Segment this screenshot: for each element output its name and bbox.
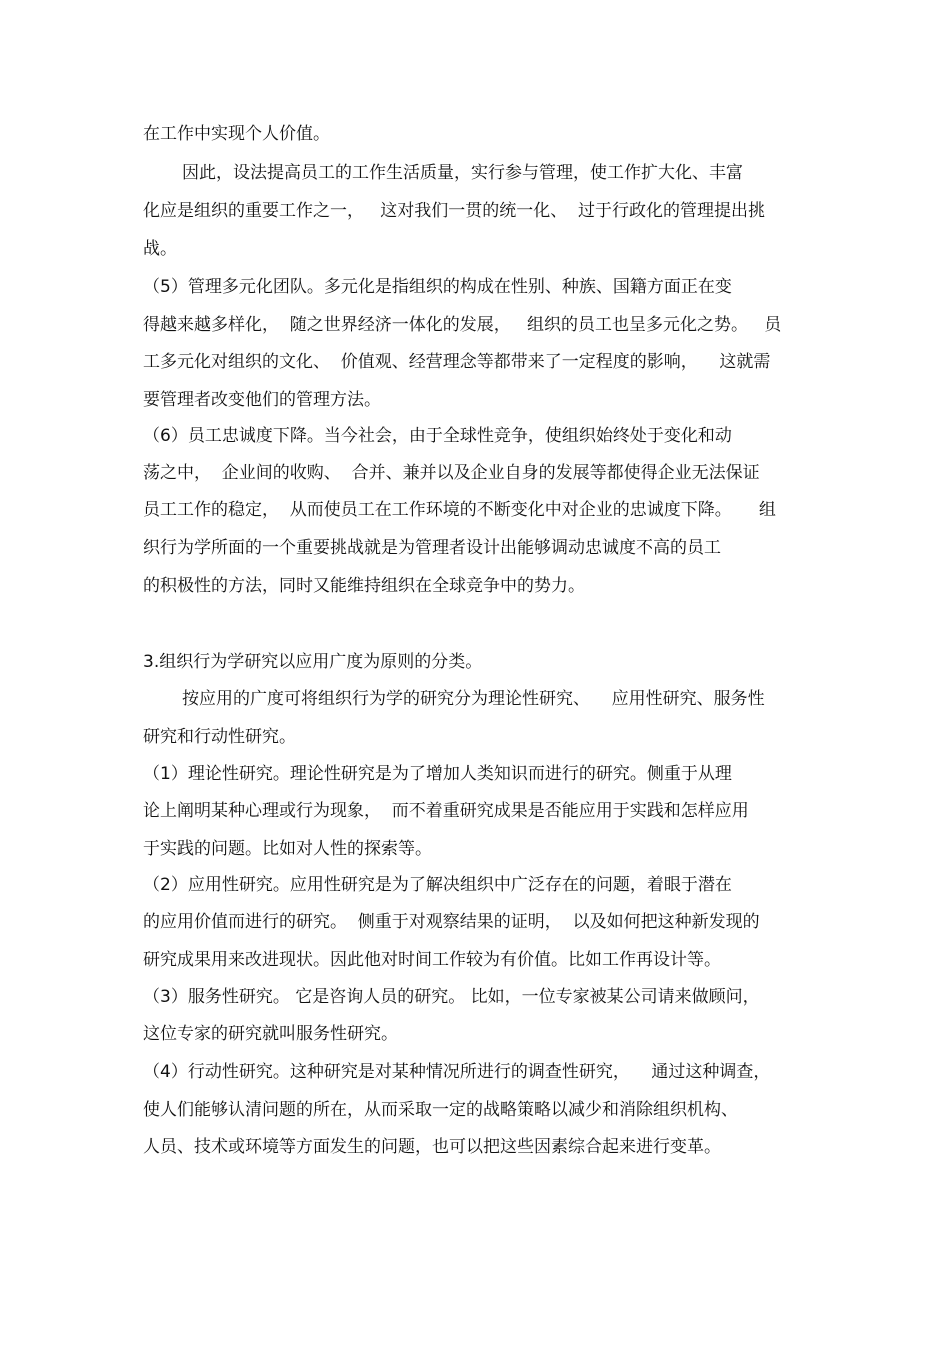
text-line: 在工作中实现个人价值。 [143, 124, 330, 144]
section-heading: 3.组织行为学研究以应用广度为原则的分类。 [143, 652, 483, 672]
text-line: 化应是组织的重要工作之一， 这对我们一贯的统一化、 过于行政化的管理提出挑 [143, 201, 766, 221]
text-line: 研究和行动性研究。 [143, 727, 296, 747]
text-line: 论上阐明某种心理或行为现象， 而不着重研究成果是否能应用于实践和怎样应用 [143, 801, 749, 821]
text-line: 按应用的广度可将组织行为学的研究分为理论性研究、 应用性研究、服务性 [182, 689, 765, 709]
text-line: 荡之中， 企业间的收购、 合并、兼并以及企业自身的发展等都使得企业无法保证 [143, 463, 760, 483]
text-line: 战。 [143, 239, 177, 259]
text-line: 于实践的问题。比如对人性的探索等。 [143, 839, 432, 859]
text-line: 这位专家的研究就叫服务性研究。 [143, 1024, 398, 1044]
text-line: 织行为学所面的一个重要挑战就是为管理者设计出能够调动忠诚度不高的员工 [143, 538, 721, 558]
text-line: （1）理论性研究。理论性研究是为了增加人类知识而进行的研究。侧重于从理 [143, 764, 732, 784]
text-line: 要管理者改变他们的管理方法。 [143, 390, 381, 410]
text-line: 的积极性的方法，同时又能维持组织在全球竞争中的势力。 [143, 576, 585, 596]
text-line: （6）员工忠诚度下降。当今社会，由于全球性竞争，使组织始终处于变化和动 [143, 426, 732, 446]
text-line: 的应用价值而进行的研究。 侧重于对观察结果的证明， 以及如何把这种新发现的 [143, 912, 760, 932]
text-line: 因此，设法提高员工的工作生活质量，实行参与管理，使工作扩大化、丰富 [182, 163, 743, 183]
text-line: （2）应用性研究。应用性研究是为了解决组织中广泛存在的问题，着眼于潜在 [143, 875, 732, 895]
text-line: 工多元化对组织的文化、 价值观、经营理念等都带来了一定程度的影响， 这就需 [143, 352, 771, 372]
text-line: 得越来越多样化， 随之世界经济一体化的发展， 组织的员工也呈多元化之势。 员 [143, 315, 782, 335]
text-line: 研究成果用来改进现状。因此他对时间工作较为有价值。比如工作再设计等。 [143, 950, 721, 970]
text-line: （4）行动性研究。这种研究是对某种情况所进行的调查性研究， 通过这种调查， [143, 1062, 771, 1082]
text-line: （3）服务性研究。 它是咨询人员的研究。 比如，一位专家被某公司请来做顾问， [143, 987, 760, 1007]
text-line: 人员、技术或环境等方面发生的问题，也可以把这些因素综合起来进行变革。 [143, 1137, 721, 1157]
text-line: 员工工作的稳定， 从而使员工在工作环境的不断变化中对企业的忠诚度下降。 组 [143, 500, 776, 520]
text-line: （5）管理多元化团队。多元化是指组织的构成在性别、种族、国籍方面正在变 [143, 277, 732, 297]
text-line: 使人们能够认清问题的所在，从而采取一定的战略策略以减少和消除组织机构、 [143, 1100, 738, 1120]
